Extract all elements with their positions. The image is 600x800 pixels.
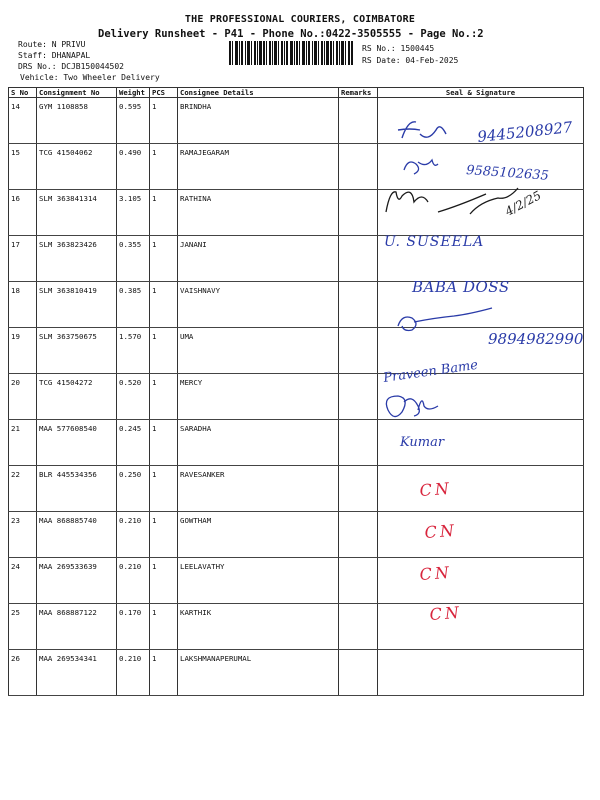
cell-sno: 24 (9, 558, 37, 604)
company-title: THE PROFESSIONAL COURIERS, COIMBATORE (184, 14, 416, 25)
vehicle-label: Vehicle: Two Wheeler Delivery (20, 73, 160, 82)
cell-consignment: MAA 577608540 (37, 420, 117, 466)
cell-weight: 0.490 (117, 144, 150, 190)
cell-pcs: 1 (150, 374, 178, 420)
table-row (9, 190, 584, 236)
cell-consignment: MAA 269533639 (37, 558, 117, 604)
route-label: Route: N PRIVU (18, 40, 86, 49)
cell-consignee: LAKSHMANAPERUMAL (178, 650, 339, 696)
cell-remarks (339, 236, 378, 282)
cell-seal-signature (378, 558, 584, 604)
cell-consignee: VAISHNAVY (178, 282, 339, 328)
cell-sno: 14 (9, 98, 37, 144)
cell-weight: 0.245 (117, 420, 150, 466)
cell-seal-signature (378, 374, 584, 420)
drs-number: DRS No.: DCJB150044502 (18, 62, 124, 71)
cell-consignee: JANANI (178, 236, 339, 282)
cell-consignment: MAA 868885740 (37, 512, 117, 558)
cell-remarks (339, 604, 378, 650)
cell-sno: 26 (9, 650, 37, 696)
signature-26: CN (428, 602, 463, 624)
cell-pcs: 1 (150, 328, 178, 374)
rs-number: RS No.: 1500445 (362, 44, 435, 53)
cell-seal-signature (378, 98, 584, 144)
table-row (9, 328, 584, 374)
cell-weight: 1.570 (117, 328, 150, 374)
cell-consignee: KARTHIK (178, 604, 339, 650)
cell-consignment: SLM 363823426 (37, 236, 117, 282)
cell-consignment: MAA 868887122 (37, 604, 117, 650)
col-seal-signature: Seal & Signature (378, 88, 584, 98)
col-sno: S No (9, 88, 37, 98)
table-row (9, 650, 584, 696)
table-row (9, 282, 584, 328)
cell-consignee: RAVESANKER (178, 466, 339, 512)
signature-17: U. SUSEELA (384, 234, 485, 250)
cell-remarks (339, 282, 378, 328)
cell-consignment: SLM 363810419 (37, 282, 117, 328)
rs-date: RS Date: 04-Feb-2025 (362, 56, 459, 65)
col-consignee: Consignee Details (178, 88, 339, 98)
col-remarks: Remarks (339, 88, 378, 98)
cell-remarks (339, 558, 378, 604)
cell-pcs: 1 (150, 282, 178, 328)
cell-consignment: SLM 363841314 (37, 190, 117, 236)
cell-weight: 0.385 (117, 282, 150, 328)
cell-pcs: 1 (150, 98, 178, 144)
staff-label: Staff: DHANAPAL (18, 51, 91, 60)
cell-seal-signature (378, 466, 584, 512)
cell-sno: 23 (9, 512, 37, 558)
cell-seal-signature (378, 236, 584, 282)
cell-seal-signature (378, 282, 584, 328)
cell-consignment: TCG 41504272 (37, 374, 117, 420)
runsheet-title: Delivery Runsheet - P41 - Phone No.:0422-3505555 - Page No.:2 (98, 28, 484, 40)
cell-pcs: 1 (150, 650, 178, 696)
col-pcs: PCS (150, 88, 178, 98)
signature-14: 9445208927 (476, 118, 574, 146)
cell-consignment: BLR 445534356 (37, 466, 117, 512)
table-row (9, 604, 584, 650)
table-row (9, 144, 584, 190)
signature-25: CN (418, 562, 453, 584)
cell-weight: 0.210 (117, 512, 150, 558)
cell-weight: 0.355 (117, 236, 150, 282)
cell-consignee: BRINDHA (178, 98, 339, 144)
cell-remarks (339, 98, 378, 144)
cell-consignment: SLM 363750675 (37, 328, 117, 374)
cell-pcs: 1 (150, 144, 178, 190)
cell-sno: 16 (9, 190, 37, 236)
cell-sno: 18 (9, 282, 37, 328)
signature-18: BABA DOSS (412, 278, 510, 296)
table-row (9, 374, 584, 420)
cell-seal-signature (378, 512, 584, 558)
cell-seal-signature (378, 144, 584, 190)
cell-pcs: 1 (150, 604, 178, 650)
cell-sno: 25 (9, 604, 37, 650)
cell-seal-signature (378, 420, 584, 466)
table-row (9, 420, 584, 466)
cell-seal-signature (378, 328, 584, 374)
signature-19: 9894982990 (488, 330, 584, 348)
cell-consignee: RAMAJEGARAM (178, 144, 339, 190)
cell-remarks (339, 190, 378, 236)
cell-consignee: RATHINA (178, 190, 339, 236)
cell-weight: 0.595 (117, 98, 150, 144)
cell-pcs: 1 (150, 236, 178, 282)
cell-weight: 0.170 (117, 604, 150, 650)
cell-consignment: TCG 41504062 (37, 144, 117, 190)
barcode (228, 40, 354, 66)
cell-remarks (339, 374, 378, 420)
cell-remarks (339, 328, 378, 374)
cell-sno: 15 (9, 144, 37, 190)
cell-remarks (339, 144, 378, 190)
signature-20: Praveen Bame (382, 357, 479, 386)
cell-consignment: GYM 1108858 (37, 98, 117, 144)
col-consignment: Consignment No (37, 88, 117, 98)
cell-remarks (339, 420, 378, 466)
cell-weight: 0.210 (117, 650, 150, 696)
signature-23: CN (418, 478, 453, 500)
cell-pcs: 1 (150, 420, 178, 466)
cell-weight: 3.105 (117, 190, 150, 236)
col-weight: Weight (117, 88, 150, 98)
cell-seal-signature (378, 650, 584, 696)
table-header-row (9, 88, 584, 98)
cell-seal-signature (378, 604, 584, 650)
table-row (9, 98, 584, 144)
cell-remarks (339, 512, 378, 558)
cell-remarks (339, 466, 378, 512)
cell-consignee: MERCY (178, 374, 339, 420)
cell-weight: 0.250 (117, 466, 150, 512)
cell-consignee: GOWTHAM (178, 512, 339, 558)
cell-sno: 21 (9, 420, 37, 466)
cell-consignee: LEELAVATHY (178, 558, 339, 604)
table-row (9, 558, 584, 604)
cell-sno: 22 (9, 466, 37, 512)
cell-consignee: UMA (178, 328, 339, 374)
cell-remarks (339, 650, 378, 696)
signature-16: 4/2/25 (502, 188, 544, 219)
cell-sno: 19 (9, 328, 37, 374)
cell-pcs: 1 (150, 466, 178, 512)
cell-pcs: 1 (150, 512, 178, 558)
cell-consignment: MAA 269534341 (37, 650, 117, 696)
cell-pcs: 1 (150, 558, 178, 604)
cell-sno: 17 (9, 236, 37, 282)
cell-weight: 0.210 (117, 558, 150, 604)
cell-seal-signature (378, 190, 584, 236)
table-row (9, 512, 584, 558)
signature-15: 9585102635 (465, 163, 550, 184)
cell-consignee: SARADHA (178, 420, 339, 466)
cell-weight: 0.520 (117, 374, 150, 420)
signature-22: Kumar (400, 435, 445, 450)
runsheet-table (8, 87, 584, 696)
cell-pcs: 1 (150, 190, 178, 236)
cell-sno: 20 (9, 374, 37, 420)
table-row (9, 236, 584, 282)
signature-24: CN (423, 520, 458, 542)
table-row (9, 466, 584, 512)
